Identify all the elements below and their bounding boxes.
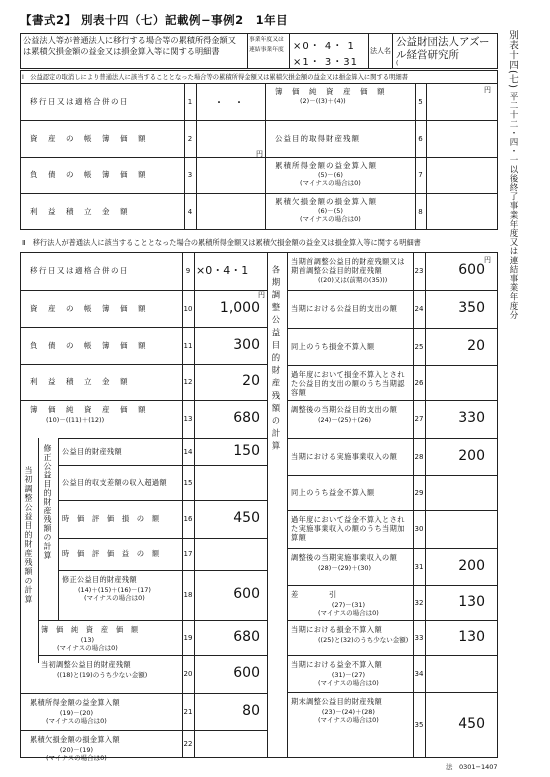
s2-right-label: 調整後の当期公益目的支出の額 (291, 405, 398, 414)
s2-right-sub: (31)－(27) (マイナスの場合は0) (318, 671, 379, 687)
s2-right-label: 当期首調整公益目的財産残額又は期首調整公益目的財産残額 (291, 257, 405, 275)
s2-right-sub: ((25)と(32)のうち少ない金額) (318, 636, 409, 644)
s2-left-value: 80 (242, 702, 260, 719)
s2-left-sub: (20)－(19) (マイナスの場合は0) (46, 746, 107, 762)
s1-left-label: 負 債 の 帳 簿 価 額 (30, 170, 147, 179)
s2-left-label: 負 債 の 帳 簿 価 額 (30, 340, 147, 350)
row-divider (58, 500, 267, 501)
s2-left-no: 10 (183, 304, 193, 313)
row-divider (287, 475, 498, 476)
s2-left-no: 15 (183, 478, 193, 487)
s2-left-sub: (10)－((11)＋(12)) (46, 416, 105, 424)
page-title: 【書式2】 別表十四（七）記載例−事例2 1年目 (20, 13, 289, 27)
s2-right-no: 35 (414, 721, 424, 729)
s2-right-no: 28 (414, 452, 424, 461)
s2-left-label: 資 産 の 帳 簿 価 額 (30, 303, 147, 313)
s2-right-value: 20 (467, 337, 485, 354)
row-divider (20, 193, 498, 194)
row-divider (58, 465, 267, 466)
s2-right-no: 32 (414, 598, 424, 607)
s2-right-value: 200 (458, 557, 485, 574)
s2-right-label: 調整後の当期実施事業収入の額 (291, 553, 398, 562)
row-divider (287, 328, 498, 329)
s2-right-label: 差 引 (291, 590, 337, 599)
s2-left-no: 20 (183, 670, 193, 678)
s2-left-no: 21 (183, 707, 193, 716)
s2-left-label: 移行日又は適格合併の日 (30, 266, 129, 275)
s2-right-no: 27 (414, 415, 424, 423)
row-divider (20, 327, 267, 328)
s2-left-no: 14 (183, 447, 193, 456)
s2-left-label: 累積欠損金額の損金算入額 (30, 735, 120, 744)
s2-right-sub: (28)－(29)＋(30) (318, 564, 372, 572)
s2-left-no: 11 (183, 341, 193, 350)
periodic-adjustment-group-label: 各期調整公益目的財産残額の計算 (271, 265, 281, 454)
s2-right-no: 29 (414, 488, 424, 497)
side-period-note: 平二十二・四・一以後終了事業年度又は連結事業年度分 (508, 92, 518, 320)
s2-left-sub: ((18)と(19)のうち少ない金額) (57, 671, 148, 679)
s1-right-label: 簿 価 純 資 産 価 額 (275, 87, 386, 96)
s2-left-sub: (14)＋(15)＋(16)－(17) (マイナスの場合は0) (78, 586, 151, 602)
s2-left-no: 22 (183, 740, 193, 748)
s2-right-sub: (27)－(31) (マイナスの場合は0) (318, 601, 379, 617)
s2-right-no: 23 (414, 267, 424, 275)
s2-left-label: 簿 価 純 資 産 価 額 (30, 405, 147, 414)
s2-right-sub: (24)－(25)＋(26) (318, 416, 372, 424)
row-divider (287, 655, 498, 656)
row-divider (20, 364, 267, 365)
s1-left-no: 1 (187, 97, 193, 106)
s1-right-sub: (5)－(6) (マイナスの場合は0) (300, 171, 361, 187)
corporation-paren: ( (396, 60, 399, 67)
row-divider (287, 438, 498, 439)
s2-right-sub: (23)－(24)＋(28) (マイナスの場合は0) (318, 708, 379, 724)
row-divider (287, 290, 498, 291)
s1-right-no: 7 (418, 171, 423, 179)
s2-left-value: 300 (233, 336, 260, 353)
row-divider (58, 538, 267, 539)
s2-left-no: 19 (183, 633, 193, 642)
s2-right-label: 当期における益金不算入額 (291, 660, 383, 669)
s2-left-no: 16 (183, 515, 193, 523)
s2-right-value: 130 (458, 593, 485, 610)
s2-left-value: 680 (233, 410, 260, 426)
s2-left-value: 680 (233, 628, 260, 645)
s2-left-no: 17 (183, 550, 193, 558)
s2-right-no: 30 (414, 525, 424, 533)
s1-left-label: 利 益 積 立 金 額 (30, 206, 129, 216)
row-divider (38, 655, 267, 656)
s2-right-value: 600 (458, 262, 485, 278)
s2-left-no: 9 (185, 267, 191, 275)
section1-heading: Ⅰ 公益認定の取消しにより普通法人に該当することとなった場合等の累積所得金額又は累積欠損金額の益金又は損金算入に関する明細書 (22, 74, 408, 81)
s1-right-no: 5 (418, 97, 423, 106)
s2-right-no: 34 (414, 669, 424, 678)
s1-right-sub: (6)－(5) (マイナスの場合は0) (300, 207, 361, 223)
s1-left-label: 資 産 の 帳 簿 価 額 (30, 133, 147, 143)
s2-right-label: 当期における損金不算入額 (291, 625, 383, 634)
s1-right-no: 6 (418, 134, 423, 143)
s2-left-value: 150 (233, 442, 260, 459)
row-divider (287, 585, 498, 586)
row-divider (20, 400, 267, 401)
row-divider (20, 120, 498, 121)
s2-left-label: 公益目的財産残額 (62, 446, 122, 456)
fiscal-year-label: 事業年度又は連結事業年度 (249, 37, 284, 53)
modified-asset-group-label: 修正公益目的財産残額の計算 (43, 444, 52, 560)
s2-left-value: ×0・4・1 (196, 264, 249, 277)
row-divider (20, 693, 267, 694)
s2-right-label: 過年度において益金不算入とされた実施事業収入の額のうち当期加算額 (291, 515, 405, 542)
corporation-label: 法人名 (370, 47, 391, 55)
row-divider (287, 510, 498, 511)
section1-yen-right: 円 (484, 86, 491, 94)
row-divider (287, 620, 498, 621)
s2-left-no: 12 (183, 378, 193, 386)
s1-right-no: 8 (418, 207, 423, 216)
form-title: 公益法人等が普通法人に移行する場合等の累積所得金額又は累積欠損金額の益金又は損金算入等に関する明細書 (23, 35, 236, 56)
s2-left-no: 13 (183, 415, 193, 423)
section2-yen-left: 円 (258, 291, 265, 299)
s2-right-value: 200 (458, 447, 485, 464)
fiscal-year-from: ×0・ 4・ 1 (293, 41, 355, 52)
section1-yen-left: 円 (256, 150, 263, 158)
fiscal-year-to: ×1・ 3・31 (293, 57, 359, 68)
s2-left-value: 600 (233, 586, 260, 602)
s2-left-sub: (19)－(20) (マイナスの場合は0) (46, 709, 107, 725)
s2-left-value: 1,000 (219, 299, 260, 316)
s2-left-label: 利 益 積 立 金 額 (30, 377, 129, 386)
s2-right-label: 同上のうち損金不算入額 (291, 341, 375, 351)
section2-yen-right: 円 (484, 256, 491, 264)
s2-right-value: 330 (458, 410, 485, 426)
row-divider (20, 290, 267, 291)
s1-left-no: 3 (187, 171, 193, 179)
row-divider (287, 692, 498, 693)
s1-left-no: 4 (187, 207, 193, 216)
s2-left-sub: (13) (マイナスの場合は0) (57, 636, 118, 652)
corporation-name: 公益財団法人アズール経営研究所 (396, 36, 490, 61)
s1-left-no: 2 (187, 134, 193, 143)
row-divider (287, 548, 498, 549)
s2-left-value: 450 (233, 510, 260, 526)
row-divider (287, 365, 498, 366)
s2-right-label: 当期における実施事業収入の額 (291, 451, 398, 461)
s2-left-value: 20 (242, 373, 260, 389)
row-divider (20, 730, 267, 731)
s2-right-label: 同上のうち益金不算入額 (291, 487, 375, 497)
section2-heading: Ⅱ 移行法人が普通法人に該当することとなった場合の累積所得金額又は累積欠損金額の益金又は損金算入等に関する明細書 (22, 238, 421, 247)
s2-left-value: 600 (233, 665, 260, 681)
s1-right-label: 累積所得金額の益金算入額 (275, 161, 377, 170)
s1-left-value: ・ ・ (214, 97, 244, 109)
s2-right-no: 33 (414, 633, 424, 642)
s2-left-label: 時 価 評 価 損 の 額 (62, 514, 160, 523)
side-form-number: 別表十四(七) (507, 30, 518, 89)
s2-right-label: 当期における公益目的支出の額 (291, 304, 398, 313)
s1-left-label: 移行日又は適格合併の日 (30, 96, 129, 106)
row-divider (58, 570, 267, 571)
s2-left-label: 公益目的収支差額の収入超過額 (62, 477, 167, 487)
row-divider (20, 157, 498, 158)
s2-right-value: 130 (458, 628, 485, 645)
s1-right-sub: (2)－((3)＋(4)) (300, 97, 346, 105)
s2-right-value: 450 (458, 716, 485, 732)
s2-right-no: 31 (414, 562, 424, 571)
s2-left-label: 当初調整公益目的財産残額 (41, 660, 131, 669)
s2-right-sub: ((20)又は(前期の(35))) (318, 276, 388, 284)
s2-left-label: 時 価 評 価 益 の 額 (62, 549, 160, 558)
s2-right-no: 24 (414, 305, 424, 313)
s2-left-label: 累積所得金額の益金算入額 (30, 698, 120, 707)
s2-left-no: 18 (183, 591, 193, 599)
s2-right-no: 25 (414, 342, 424, 351)
s2-right-label: 期末調整公益目的財産残額 (291, 697, 383, 706)
s1-right-label: 公益目的取得財産残額 (275, 133, 360, 143)
row-divider (58, 438, 267, 439)
s2-left-label: 簿 価 純 資 産 価 額 (41, 625, 139, 634)
initial-adjustment-group-label: 当初調整公益目的財産残額の計算 (24, 466, 33, 604)
s2-right-value: 350 (458, 300, 485, 316)
s2-right-no: 26 (414, 378, 424, 387)
row-divider (38, 620, 267, 621)
form-code: 法 0301−1407 (446, 763, 498, 771)
s1-right-label: 累積欠損金額の損金算入額 (275, 197, 377, 206)
row-divider (287, 400, 498, 401)
s2-right-label: 過年度において損金不算入とされた公益目的支出の額のうち当期認容額 (291, 370, 405, 397)
s2-left-label: 修正公益目的財産残額 (62, 575, 137, 584)
